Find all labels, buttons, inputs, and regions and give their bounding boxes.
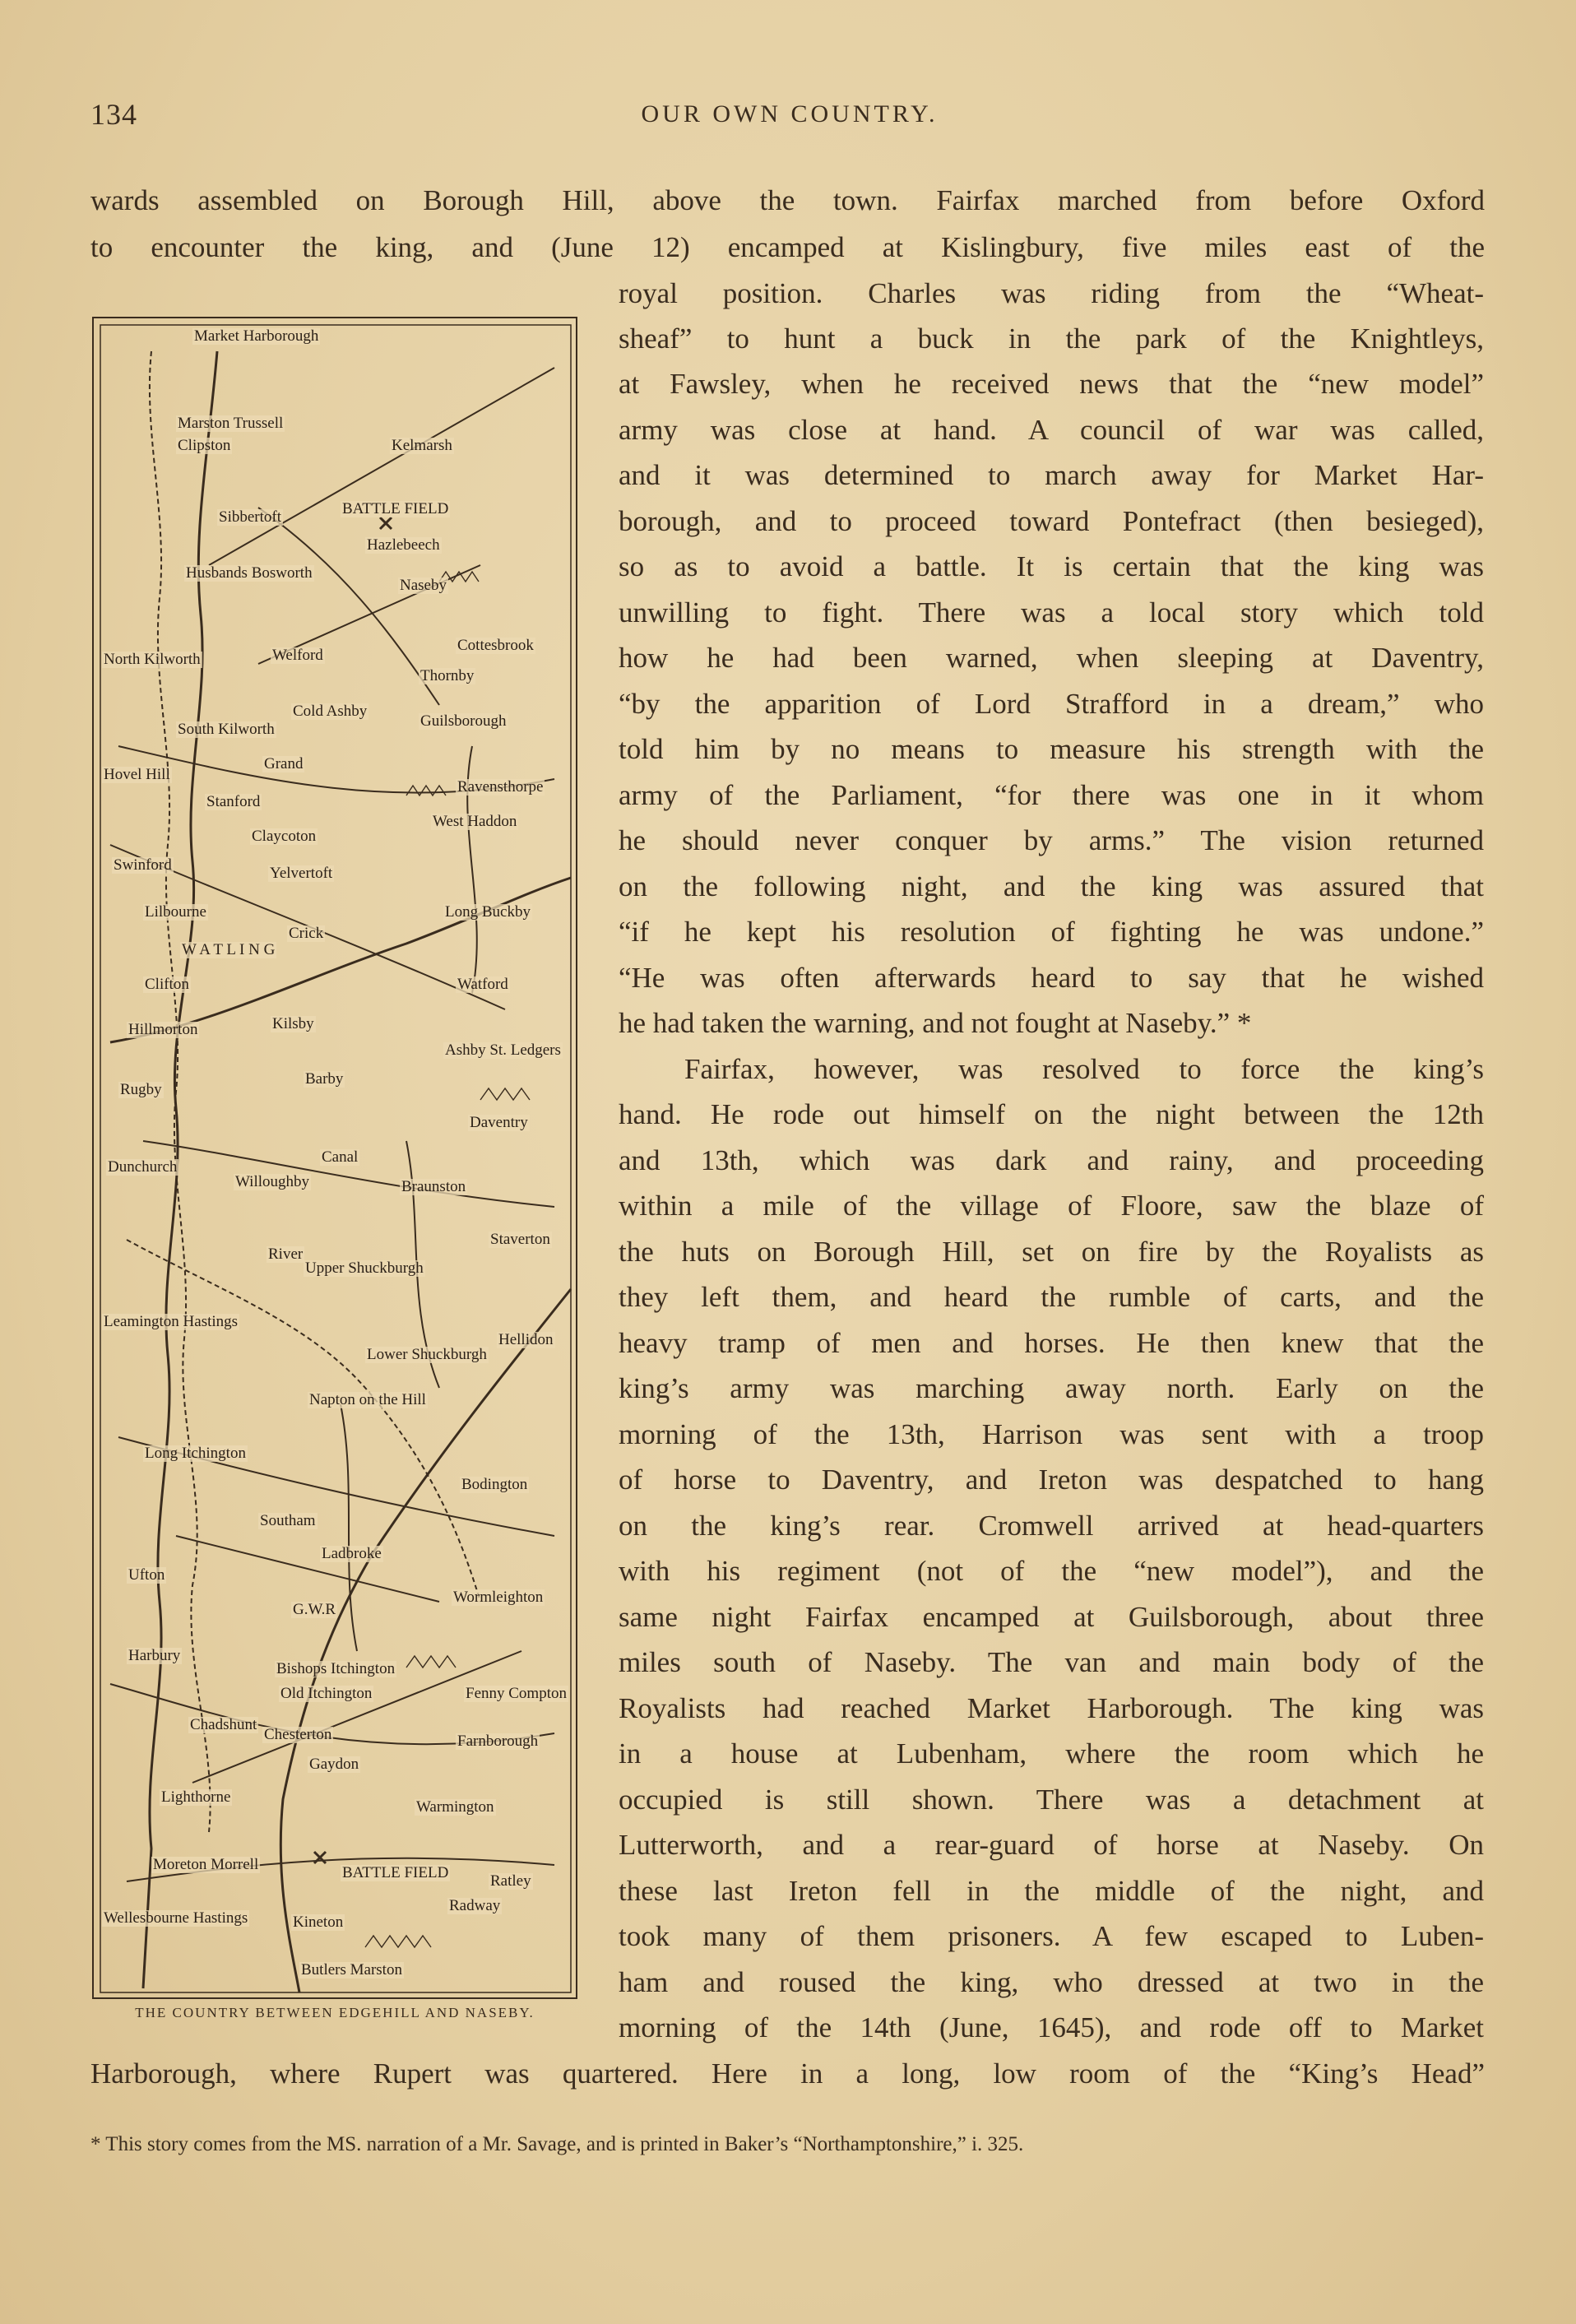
map-label: Ashby St. Ledgers	[445, 1041, 561, 1059]
map-label: Kelmarsh	[392, 437, 452, 454]
text-line: the huts on Borough Hill, set on fire by the Royalists as	[619, 1236, 1484, 1268]
map-label: Yelvertoft	[270, 865, 333, 882]
text-line: ham and roused the king, who dressed at two in the	[619, 1966, 1484, 1998]
text-line: Fairfax, however, was resolved to force the king’s	[684, 1053, 1484, 1085]
text-line: hand. He rode out himself on the night between the 12th	[619, 1098, 1484, 1130]
map-label: Harbury	[128, 1647, 181, 1664]
text-line: royal position. Charles was riding from the “Wheat-	[619, 277, 1484, 309]
map-label: Wormleighton	[453, 1589, 544, 1606]
map-label: Leamington Hastings	[104, 1313, 239, 1330]
map-label: Cold Ashby	[293, 703, 368, 720]
map-label: Canal	[322, 1148, 359, 1166]
text-line: miles south of Naseby. The van and main body of the	[619, 1646, 1484, 1678]
map-label: South Kilworth	[178, 721, 275, 738]
text-line: “He was often afterwards heard to say that he wished	[619, 962, 1484, 994]
map-label: Chesterton	[264, 1726, 332, 1743]
map-label: Napton on the Hill	[309, 1391, 426, 1408]
map-label: Ratley	[490, 1872, 531, 1890]
page-header	[90, 97, 1489, 138]
map-label: Dunchurch	[108, 1158, 178, 1176]
map-label: Hellidon	[498, 1331, 554, 1348]
text-line: “by the apparition of Lord Strafford in a dream,” who	[619, 688, 1484, 720]
map-label: Ravensthorpe	[457, 778, 544, 796]
map-label: Welford	[272, 647, 323, 664]
text-line: army was close at hand. A council of war was called,	[619, 414, 1484, 446]
text-line: Royalists had reached Market Harborough. The king was	[619, 1692, 1484, 1724]
text-line: morning of the 14th (June, 1645), and rode off to Market	[619, 2011, 1484, 2043]
text-line: heavy tramp of men and horses. He then knew that the	[619, 1327, 1484, 1359]
text-line: borough, and to proceed toward Pontefract (then besieged),	[619, 505, 1484, 537]
map-label: Clifton	[145, 976, 189, 993]
map-label: Fenny Compton	[466, 1685, 567, 1702]
map-label: Rugby	[120, 1081, 162, 1098]
map-label: G.W.R	[293, 1601, 336, 1618]
running-title: OUR OWN COUNTRY.	[641, 100, 939, 128]
map-label: Bodington	[461, 1476, 528, 1493]
map-label: Radway	[449, 1897, 501, 1914]
map-label: Gaydon	[309, 1756, 359, 1773]
map-label: Bishops Itchington	[276, 1660, 396, 1677]
map-label: River	[268, 1245, 304, 1263]
map-label: Upper Shuckburgh	[305, 1259, 424, 1277]
map-label: Naseby	[400, 577, 447, 594]
map-label: Staverton	[490, 1231, 550, 1248]
map-label: Wellesbourne Hastings	[104, 1909, 248, 1927]
map-label: Hillmorton	[128, 1021, 198, 1038]
map-label: Husbands Bosworth	[186, 564, 313, 582]
text-line: occupied is still shown. There was a detachment at	[619, 1784, 1484, 1816]
map-label: Moreton Morrell	[153, 1856, 259, 1873]
map-label: Swinford	[114, 856, 172, 874]
text-line: so as to avoid a battle. It is certain that the king was	[619, 550, 1484, 582]
map-illustration	[92, 317, 577, 1999]
text-line: unwilling to fight. There was a local story which told	[619, 596, 1484, 629]
text-line: told him by no means to measure his strength with the	[619, 733, 1484, 765]
map-label: Thornby	[420, 667, 475, 684]
text-line: morning of the 13th, Harrison was sent with a troop	[619, 1418, 1484, 1450]
text-line: how he had been warned, when sleeping at Daventry,	[619, 642, 1484, 674]
text-line: on the following night, and the king was assured that	[619, 870, 1484, 902]
map-label: Chadshunt	[190, 1716, 257, 1733]
map-label: Butlers Marston	[301, 1961, 402, 1978]
map-label: Hazlebeech	[367, 536, 440, 554]
footnote: * This story comes from the MS. narration of a Mr. Savage, and is printed in Baker’s “Northamptonshire,” i. 325.	[90, 2133, 1024, 2155]
text-line: he had taken the warning, and not fought at Naseby.” *	[619, 1007, 1252, 1039]
text-line: army of the Parliament, “for there was one in it whom	[619, 779, 1484, 811]
map-label: Willoughby	[235, 1173, 310, 1190]
text-line: and it was determined to march away for Market Har-	[619, 459, 1484, 491]
map-label: Cottesbrook	[457, 637, 534, 654]
map-label: W A T L I N G	[182, 941, 276, 958]
text-line: these last Ireton fell in the middle of the night, and	[619, 1875, 1484, 1907]
text-line: Harborough, where Rupert was quartered. Here in a long, low room of the “King’s Head”	[90, 2057, 1485, 2090]
text-line: took many of them prisoners. A few escaped to Luben-	[619, 1920, 1484, 1952]
map-label: Lighthorne	[161, 1788, 231, 1806]
map-label: BATTLE FIELD	[342, 1864, 449, 1881]
map-label: Old Itchington	[280, 1685, 373, 1702]
map-label: Watford	[457, 976, 508, 993]
map-label: West Haddon	[433, 813, 517, 830]
map-label: Braunston	[401, 1178, 466, 1195]
map-label: North Kilworth	[104, 651, 201, 668]
map-label: Kineton	[293, 1913, 344, 1931]
map-label: Market Harborough	[194, 327, 319, 345]
text-line: same night Fairfax encamped at Guilsborough, about three	[619, 1601, 1484, 1633]
page-number: 134	[90, 98, 137, 131]
map-label: Claycoton	[252, 828, 317, 845]
map-label: Long Buckby	[445, 903, 531, 921]
map-caption: THE COUNTRY BETWEEN EDGEHILL AND NASEBY.	[135, 2005, 535, 2020]
text-line: “if he kept his resolution of fighting he was undone.”	[619, 916, 1484, 948]
map-label: Kilsby	[272, 1015, 314, 1032]
text-line: they left them, and heard the rumble of carts, and the	[619, 1281, 1484, 1313]
map-label: Guilsborough	[420, 712, 507, 730]
map-label: Stanford	[206, 793, 261, 810]
map-label: Warmington	[416, 1798, 494, 1816]
map-label: Daventry	[470, 1114, 528, 1131]
map-label: Crick	[289, 925, 324, 942]
map-label: Clipston	[178, 437, 231, 454]
text-line: he should never conquer by arms.” The vision returned	[619, 824, 1484, 856]
text-line: and 13th, which was dark and rainy, and proceeding	[619, 1144, 1484, 1176]
map-label: Ladbroke	[322, 1545, 382, 1562]
text-line: on the king’s rear. Cromwell arrived at head-quarters	[619, 1510, 1484, 1542]
map-label: Ufton	[128, 1566, 165, 1584]
text-line: in a house at Lubenham, where the room which he	[619, 1737, 1484, 1770]
text-line: Lutterworth, and a rear-guard of horse at Naseby. On	[619, 1829, 1484, 1861]
map-label: Long Itchington	[145, 1445, 246, 1462]
map-label: Hovel Hill	[104, 766, 170, 783]
text-line: at Fawsley, when he received news that the “new model”	[619, 368, 1484, 400]
map-label: Southam	[260, 1512, 316, 1529]
map-label: Lower Shuckburgh	[367, 1346, 487, 1363]
map-label: Sibbertoft	[219, 508, 281, 526]
map-label: Farnborough	[457, 1733, 539, 1750]
text-line: wards assembled on Borough Hill, above the town. Fairfax marched from before Oxford	[90, 184, 1485, 216]
map-label: Lilbourne	[145, 903, 206, 921]
map-label: BATTLE FIELD	[342, 500, 449, 517]
text-line: sheaf” to hunt a buck in the park of the Knightleys,	[619, 322, 1484, 355]
text-line: to encounter the king, and (June 12) encamped at Kislingbury, five miles east of the	[90, 231, 1485, 263]
text-line: of horse to Daventry, and Ireton was despatched to hang	[619, 1464, 1484, 1496]
text-line: king’s army was marching away north. Early on the	[619, 1372, 1484, 1404]
map-label: Grand	[264, 755, 304, 772]
map-label: Barby	[305, 1070, 344, 1088]
map-label: Marston Trussell	[178, 415, 284, 432]
text-line: with his regiment (not of the “new model”), and the	[619, 1555, 1484, 1587]
text-line: within a mile of the village of Floore, saw the blaze of	[619, 1190, 1484, 1222]
